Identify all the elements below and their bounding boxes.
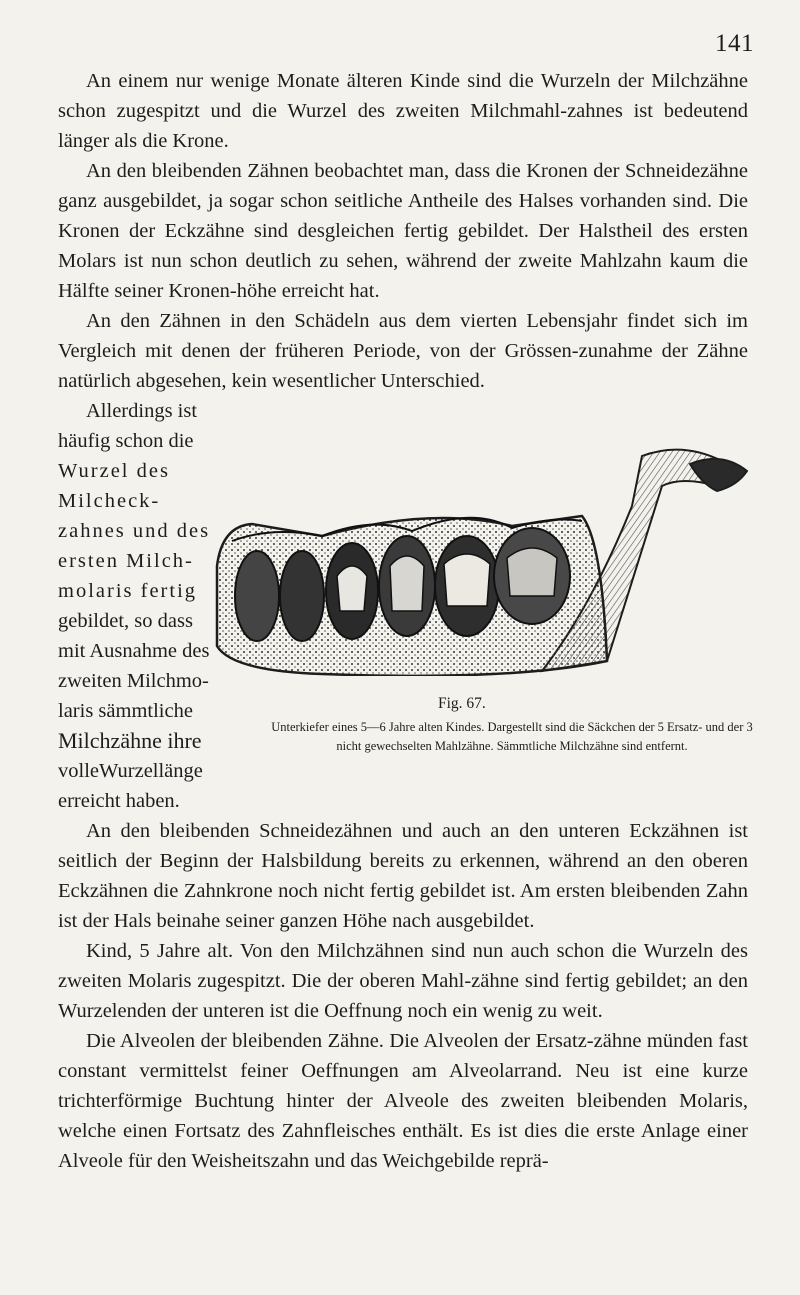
figure-block [58, 396, 753, 816]
paragraph-1: An einem nur wenige Monate älteren Kinde sind die Wurzeln der Milchzähne schon zugespitzt und die Wurzel des zweiten Milchmahl-zahnes ist bedeutend länger als die Krone. [58, 70, 748, 152]
wrap-line: gebildet, so dass [58, 610, 193, 632]
page-number: 141 [715, 30, 754, 57]
paragraph-4: An den bleibenden Schneidezähnen und auch an den unteren Eckzähnen ist seitlich der Beginn der Halsbildung bereits zu erkennen, während an den oberen Eckzähnen die Zahnkrone noch nicht fertig gebildet ist. Am ersten bleibenden Zahn ist der Hals beinahe seiner ganzen Höhe nach ausgebildet. [58, 820, 748, 932]
jaw-drawing [212, 446, 757, 676]
figure-caption: Unterkiefer eines 5—6 Jahre alten Kindes. Dargestellt sind die Säckchen der 5 Ersatz- und der 3 nicht gewechselten Mahlzähne. Sämmtliche Milchzähne sind entfernt. [271, 720, 753, 753]
figure-label: Fig. 67. [438, 695, 486, 712]
paragraph-3: An den Zähnen in den Schädeln aus dem vierten Lebensjahr findet sich im Vergleich mit denen der früheren Periode, von der Grössen-zunahme der Zähne natürlich abgesehen, kein wesentlicher Unterschied. [58, 310, 748, 392]
body-text [58, 66, 753, 1176]
wrap-line: zweiten Milchmo- [58, 670, 209, 692]
paragraph-5: Kind, 5 Jahre alt. Von den Milchzähnen sind nun auch schon die Wurzeln des zweiten Molaris zugespitzt. Die der oberen Mahl-zähne sind fertig gebildet; an den Wurzelenden der unteren ist die Oeffnung noch ein wenig zu weit. [58, 940, 748, 1022]
wrap-line: mit Ausnahme des [58, 640, 210, 662]
wrap-line: Milchzähne ihre [58, 728, 202, 753]
wrap-line: Wurzel des [58, 460, 170, 482]
wrap-line: molaris fertig [58, 580, 198, 602]
wrap-line: zahnes und des [58, 520, 211, 542]
paragraph-2: An den bleibenden Zähnen beobachtet man, dass die Kronen der Schneidezähne ganz ausgebildet, ja sogar schon seitliche Antheile des Halses vorhanden sind. Die Kronen der Eckzähne sind desgleichen fertig gebildet. Der Halstheil des ersten Molars ist nun schon deutlich zu sehen, während der zweite Mahlzahn kaum die Hälfte seiner Kronen-höhe erreicht hat. [58, 160, 748, 302]
jaw-illustration [212, 446, 757, 676]
wrap-line: erreicht haben. [58, 790, 180, 812]
wrap-line: volleWurzellänge [58, 760, 203, 782]
wrap-line: Allerdings ist [86, 400, 198, 422]
wrap-line: häufig schon die [58, 430, 194, 452]
wrap-line: laris sämmtliche [58, 700, 193, 722]
paragraph-6: Die Alveolen der bleibenden Zähne. Die Alveolen der Ersatz-zähne münden fast constant vermittelst feiner Oeffnungen am Alveolarrand. Neu ist eine kurze trichterförmige Buchtung hinter der Alveole des zweiten bleibenden Molaris, welche einen Fortsatz des Zahnfleisches enthält. Es ist dies die erste Anlage einer Alveole für den Weisheitszahn und das Weichgebilde reprä- [58, 1030, 748, 1172]
wrap-line: ersten Milch- [58, 550, 194, 572]
wrap-line: Milcheck- [58, 490, 161, 512]
